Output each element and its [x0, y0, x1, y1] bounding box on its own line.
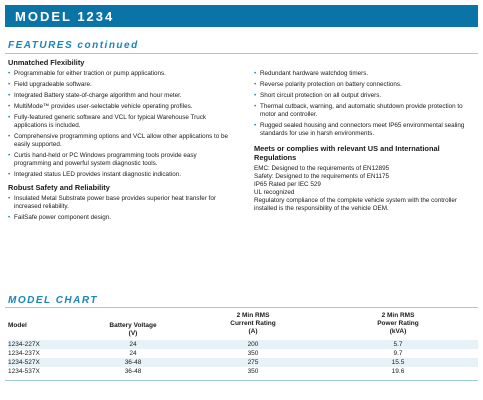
features-rule	[5, 53, 478, 54]
list-item: • Short circuit protection on all output drivers.	[254, 92, 476, 100]
cell-voltage: 24	[129, 350, 137, 357]
cell-current: 350	[247, 350, 259, 357]
robust-safety-list	[8, 195, 230, 222]
cell-power: 19.6	[391, 368, 405, 375]
model-chart-table	[8, 310, 478, 376]
table-bottom-rule	[5, 380, 478, 381]
list-item: • Fully-featured generic software and VCL for typical Warehouse Truck applications is included.	[8, 114, 230, 130]
regulation-line: EMC: Designed to the requirements of EN12895	[254, 165, 390, 172]
list-item: • Reverse polarity protection on battery connections.	[254, 81, 476, 89]
cell-current: 275	[247, 359, 259, 366]
table-row	[8, 349, 478, 358]
header-power-line1: 2 Min RMS	[381, 312, 415, 319]
list-item: • Field upgradeable software.	[8, 81, 230, 89]
regulation-line: Regulatory compliance of the complete vehicle system with the controller installed is the responsibility of the vehicle OEM.	[254, 197, 457, 212]
regulation-line: IP65 Rated per IEC 529	[254, 181, 321, 188]
regulations-heading: Meets or complies with relevant US and International Regulations	[254, 144, 440, 162]
features-left-column	[8, 58, 230, 225]
table-row	[8, 367, 478, 376]
header-current-line1: 2 Min RMS	[236, 312, 270, 319]
model-chart-title: MODEL CHART	[8, 295, 99, 306]
list-item: • Integrated Battery state-of-charge algorithm and hour meter.	[8, 92, 230, 100]
table-row	[8, 358, 478, 367]
list-item: • MultiMode™ provides user-selectable vehicle operating profiles.	[8, 103, 230, 111]
robust-safety-heading: Robust Safety and Reliability	[8, 183, 110, 192]
unmatched-flexibility-list	[8, 70, 230, 179]
list-item: • Curtis hand-held or PC Windows programming tools provide easy programming and powerful system diagnostic tools.	[8, 152, 230, 168]
unmatched-flexibility-heading: Unmatched Flexibility	[8, 58, 85, 67]
cell-power: 9.7	[393, 350, 403, 357]
list-item: • Programmable for either traction or pump applications.	[8, 70, 230, 78]
cell-model: 1234-527X	[8, 359, 40, 366]
header-current-line2: Current Rating	[230, 320, 276, 327]
cell-voltage: 36-48	[124, 368, 142, 375]
header-power-line2: Power Rating	[377, 320, 419, 327]
table-row	[8, 340, 478, 349]
protection-list	[254, 70, 476, 138]
header-battery-line2: (V)	[128, 330, 138, 337]
header-current-rating	[198, 312, 308, 336]
model-title: MODEL 1234	[15, 9, 115, 24]
cell-current: 200	[247, 341, 259, 348]
table-header	[8, 310, 478, 340]
header-current-line3: (A)	[248, 328, 258, 335]
cell-power: 15.5	[391, 359, 405, 366]
header-battery-line1: Battery Voltage	[109, 322, 157, 329]
features-right-column	[254, 70, 476, 213]
list-item: • FailSafe power component design.	[8, 214, 230, 222]
cell-voltage: 24	[129, 341, 137, 348]
list-item: • Rugged sealed housing and connectors meet IP65 environmental sealing standards for use in harsh environments.	[254, 122, 476, 138]
model-chart-rule	[5, 307, 478, 308]
cell-current: 350	[247, 368, 259, 375]
regulation-line: UL recognized	[254, 189, 295, 196]
header-power-line3: (kVA)	[389, 328, 407, 335]
header-bar	[5, 5, 478, 27]
cell-model: 1234-237X	[8, 350, 40, 357]
regulation-line: Safety: Designed to the requirements of EN1175	[254, 173, 389, 180]
header-model: Model	[8, 322, 27, 329]
cell-voltage: 36-48	[124, 359, 142, 366]
list-item: • Integrated status LED provides instant diagnostic indication.	[8, 171, 230, 179]
cell-power: 5.7	[393, 341, 403, 348]
features-title: FEATURES continued	[8, 40, 139, 51]
header-battery-voltage	[88, 322, 178, 338]
cell-model: 1234-537X	[8, 368, 40, 375]
list-item: • Thermal cutback, warning, and automatic shutdown provide protection to motor and controller.	[254, 103, 476, 119]
list-item: • Insulated Metal Substrate power base provides superior heat transfer for increased reliability.	[8, 195, 230, 211]
list-item: • Redundant hardware watchdog timers.	[254, 70, 476, 78]
list-item: • Comprehensive programming options and VCL allow other applications to be easily supported.	[8, 133, 230, 149]
header-power-rating	[328, 312, 468, 336]
cell-model: 1234-227X	[8, 341, 40, 348]
